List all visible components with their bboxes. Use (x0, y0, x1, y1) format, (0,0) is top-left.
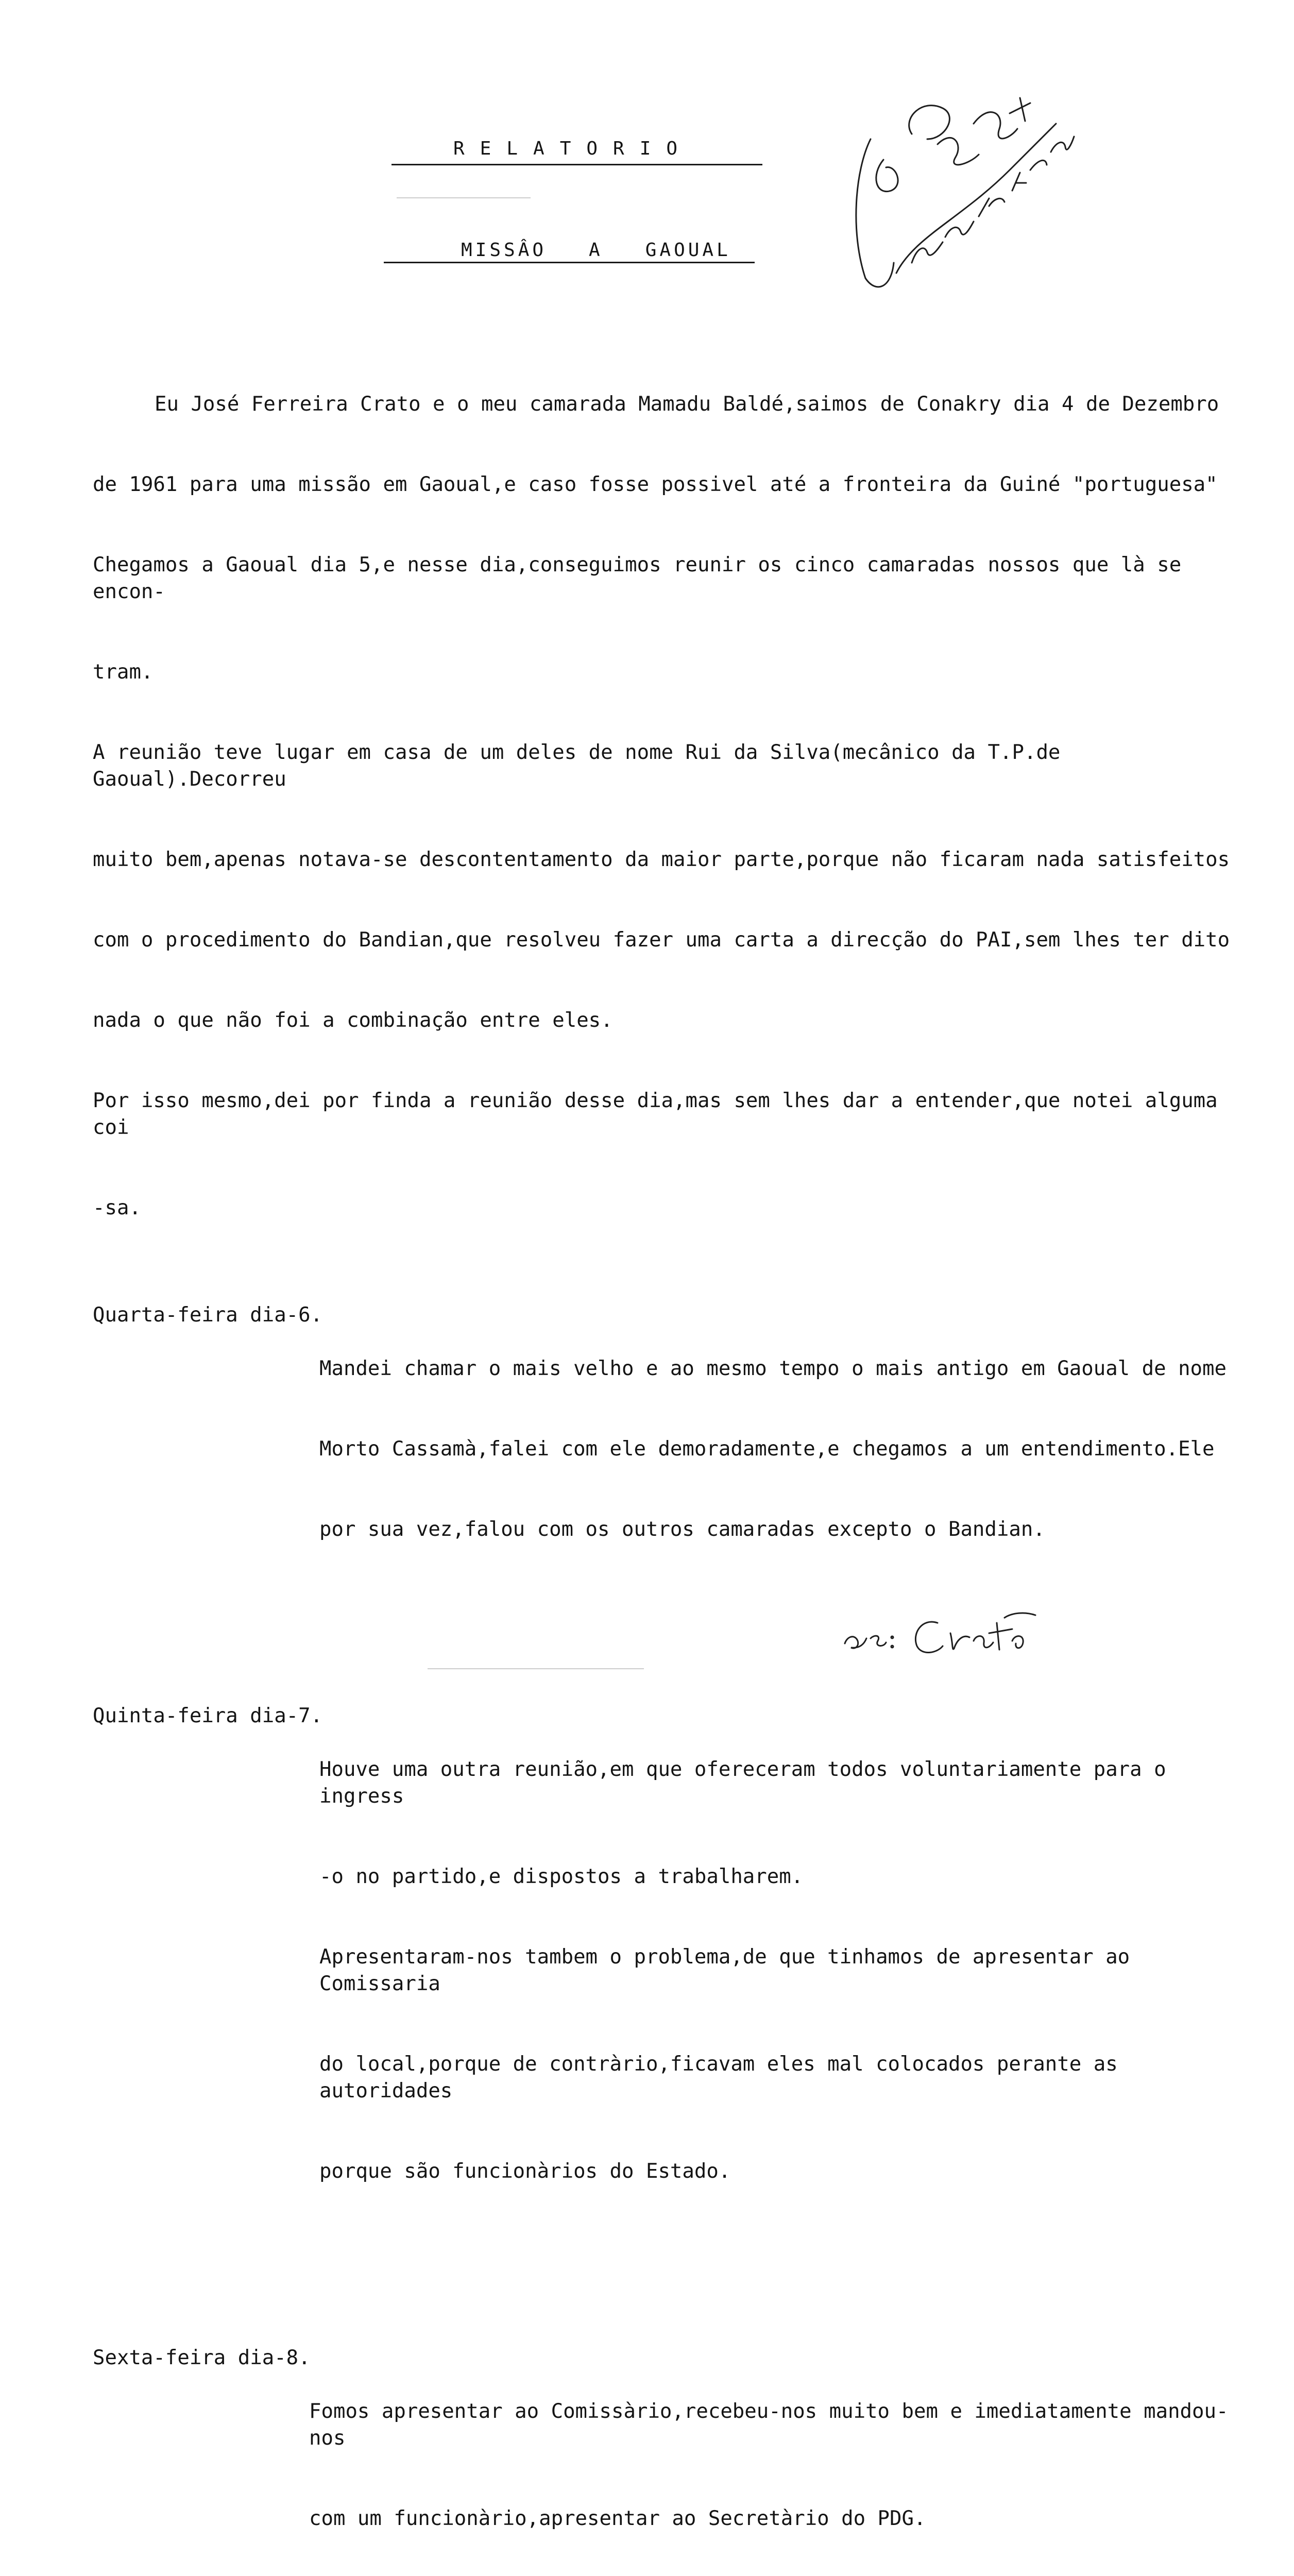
intro-line: nada o que não foi a combinação entre eles. (93, 1009, 613, 1032)
intro-line: Por isso mesmo,dei por finda a reunião desse dia,mas sem lhes dar a entender,que notei alguma coi (93, 1089, 1230, 1139)
handwritten-signature (835, 1602, 1051, 1664)
day-content (309, 2345, 1262, 2576)
report-body (93, 337, 1262, 2576)
day-line: Morto Cassamà,falei com ele demoradamente,e chegamos a um entendimento.Ele (319, 1437, 1215, 1461)
subtitle-word: MISSÂO (461, 240, 547, 261)
intro-line: de 1961 para uma missão em Gaoual,e caso fosse possivel até a fronteira da Guiné "portuguesa" (93, 473, 1218, 496)
day-line: Mandei chamar o mais velho e ao mesmo tempo o mais antigo em Gaoual de nome (319, 1357, 1227, 1380)
intro-line: muito bem,apenas notava-se descontentamento da maior parte,porque não ficaram nada satisfeitos (93, 848, 1230, 871)
day-line: Fomos apresentar ao Comissàrio,recebeu-nos muito bem e imediatamente mandou-nos (309, 2400, 1229, 2450)
day-line: com um funcionàrio,apresentar ao Secretàrio do PDG. (309, 2507, 926, 2530)
subtitle-underline (384, 262, 755, 263)
day-entry-sexta (93, 2345, 1262, 2576)
handwritten-annotation (835, 67, 1082, 314)
day-entry-quarta (93, 1302, 1262, 1597)
day-line: -o no partido,e dispostos a trabalharem. (319, 1865, 804, 1888)
day-line: porque são funcionàrios do Estado. (319, 2160, 731, 2183)
intro-line: A reunião teve lugar em casa de um deles de nome Rui da Silva(mecânico da T.P.de Gaoual).Decorreu (93, 741, 1072, 791)
title-underline (391, 164, 762, 165)
day-line: do local,porque de contràrio,ficavam eles mal colocados perante as autoridades (319, 2053, 1130, 2103)
intro-line: com o procedimento do Bandian,que resolveu fazer uma carta a direcção do PAI,sem lhes ter dito (93, 928, 1230, 952)
day-label: Sexta-feira dia-8. (93, 2346, 311, 2369)
report-subtitle (461, 240, 731, 261)
day-label: Quarta-feira dia-6. (93, 1303, 323, 1327)
day-content (319, 1302, 1262, 1597)
intro-line: Eu José Ferreira Crato e o meu camarada Mamadu Baldé,saimos de Conakry dia 4 de Dezembro (155, 393, 1219, 416)
day-line: Apresentaram-nos tambem o problema,de que tinhamos de apresentar ao Comissaria (319, 1945, 1142, 1995)
signature-icon (835, 1602, 1051, 1664)
day-entry-quinta (93, 1703, 1262, 2239)
day-content (319, 1703, 1262, 2239)
intro-line: tram. (93, 660, 154, 684)
day-line: Houve uma outra reunião,em que ofereceram todos voluntariamente para o ingress (319, 1758, 1179, 1808)
scan-artifact (397, 197, 531, 198)
handwritten-stamp-icon (835, 67, 1082, 314)
report-title: RELATORIO (453, 138, 693, 159)
day-label: Quinta-feira dia-7. (93, 1704, 323, 1727)
intro-line: Chegamos a Gaoual dia 5,e nesse dia,conseguimos reunir os cinco camaradas nossos que là se encon- (93, 553, 1194, 603)
subtitle-word: A (589, 240, 603, 261)
day-line: por sua vez,falou com os outros camaradas excepto o Bandian. (319, 1518, 1045, 1541)
scan-artifact (428, 1668, 644, 1669)
subtitle-word: GAOUAL (645, 240, 731, 261)
intro-line: -sa. (93, 1196, 141, 1219)
